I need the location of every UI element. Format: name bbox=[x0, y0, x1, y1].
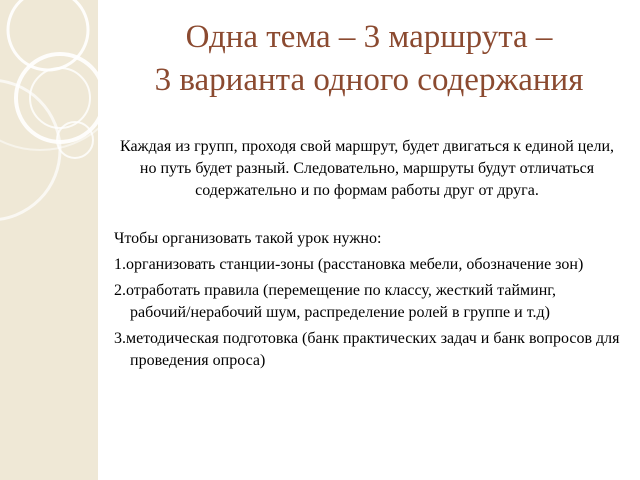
lead-paragraph: Чтобы организовать такой урок нужно: bbox=[114, 230, 382, 247]
intro-paragraph: Каждая из групп, проходя свой маршрут, будет двигаться к единой цели, но путь будет разный. Следовательно, маршруты будут отличаться содержательно и по формам работы друг от друга. bbox=[119, 138, 614, 199]
slide-body bbox=[114, 136, 620, 376]
decorative-side-band bbox=[0, 0, 98, 480]
decorative-rings-graphic bbox=[0, 0, 98, 480]
title-line-2: 3 варианта одного содержания bbox=[154, 62, 584, 98]
list-item: 1.организовать станции-зоны (расстановка мебели, обозначение зон) bbox=[114, 256, 584, 273]
list-item: 2.отработать правила (перемещение по классу, жесткий тайминг, рабочий/нерабочий шум, распределение ролей в группе и т.д) bbox=[114, 282, 557, 321]
slide-title bbox=[98, 16, 640, 102]
title-line-1: Одна тема – 3 маршрута – bbox=[185, 19, 553, 55]
list-item: 3.методическая подготовка (банк практических задач и банк вопросов для проведения опроса) bbox=[114, 330, 620, 369]
